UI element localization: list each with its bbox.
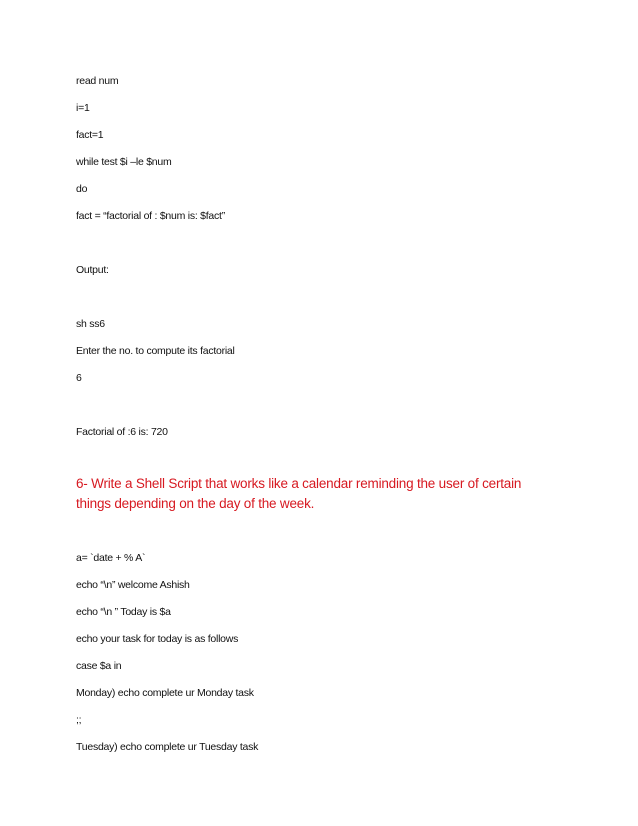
code-line-fact-echo: fact = “factorial of : $num is: $fact” (76, 210, 225, 222)
code-line-fact-init: fact=1 (76, 129, 104, 141)
code-line-separator: ;; (76, 714, 82, 726)
output-line-result: Factorial of :6 is: 720 (76, 426, 168, 438)
output-label: Output: (76, 264, 109, 276)
output-line-prompt: Enter the no. to compute its factorial (76, 345, 235, 357)
code-line-i-init: i=1 (76, 102, 90, 114)
code-line-welcome: echo “\n” welcome Ashish (76, 579, 190, 591)
code-line-do: do (76, 183, 88, 195)
code-line-case: case $a in (76, 660, 122, 672)
code-line-monday: Monday) echo complete ur Monday task (76, 687, 254, 699)
code-line-while: while test $i –le $num (76, 156, 172, 168)
section-heading: 6- Write a Shell Script that works like a calendar reminding the user of certain things depending on the day of the week. (76, 476, 522, 511)
output-line-input: 6 (76, 372, 82, 384)
code-line-read-num: read num (76, 75, 119, 87)
output-line-command: sh ss6 (76, 318, 105, 330)
code-line-tuesday: Tuesday) echo complete ur Tuesday task (76, 741, 259, 753)
code-line-tasks: echo your task for today is as follows (76, 633, 239, 645)
code-line-date: a= `date + % A` (76, 552, 146, 564)
code-line-today: echo “\n ” Today is $a (76, 606, 171, 618)
